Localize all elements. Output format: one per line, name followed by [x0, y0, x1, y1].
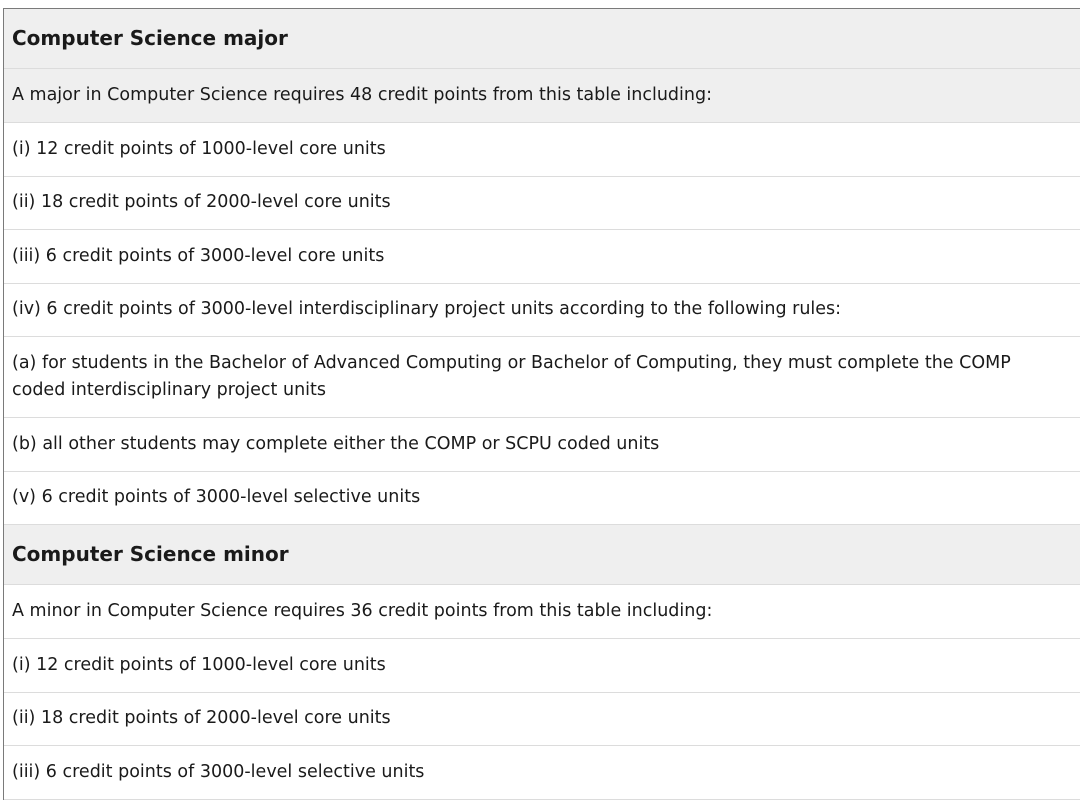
major-item-row — [4, 418, 1080, 472]
major-heading: Computer Science major — [12, 26, 288, 50]
minor-item-row — [4, 639, 1080, 693]
major-item-text: (iii) 6 credit points of 3000-level core units — [12, 245, 385, 266]
major-item-row — [4, 230, 1080, 284]
minor-intro: A minor in Computer Science requires 36 credit points from this table including: — [12, 601, 713, 621]
major-item-text: (iv) 6 credit points of 3000-level interdisciplinary project units according to the following rules: — [12, 299, 842, 320]
minor-item-row — [4, 746, 1080, 800]
major-item-row — [4, 177, 1080, 231]
major-item-text: (i) 12 credit points of 1000-level core units — [12, 138, 386, 159]
major-item-row — [4, 123, 1080, 177]
requirements-table — [3, 8, 1080, 800]
major-item-row — [4, 337, 1080, 418]
major-item-row — [4, 472, 1080, 526]
major-intro: A major in Computer Science requires 48 credit points from this table including: — [12, 85, 712, 105]
minor-heading-row — [4, 525, 1080, 585]
major-item-text: (ii) 18 credit points of 2000-level core units — [12, 192, 391, 213]
major-item-row — [4, 284, 1080, 338]
major-item-text: (b) all other students may complete either the COMP or SCPU coded units — [12, 433, 660, 454]
minor-item-text: (ii) 18 credit points of 2000-level core units — [12, 708, 391, 729]
minor-item-row — [4, 693, 1080, 747]
major-heading-row — [4, 9, 1080, 69]
major-item-text: (v) 6 credit points of 3000-level selective units — [12, 487, 421, 508]
major-item-text: (a) for students in the Bachelor of Advanced Computing or Bachelor of Computing, they must complete the COMP coded interdisciplinary project units — [12, 353, 1011, 400]
minor-intro-row — [4, 585, 1080, 639]
minor-item-text: (iii) 6 credit points of 3000-level selective units — [12, 761, 425, 782]
major-intro-row — [4, 69, 1080, 123]
minor-item-text: (i) 12 credit points of 1000-level core units — [12, 654, 386, 675]
minor-heading: Computer Science minor — [12, 542, 289, 566]
